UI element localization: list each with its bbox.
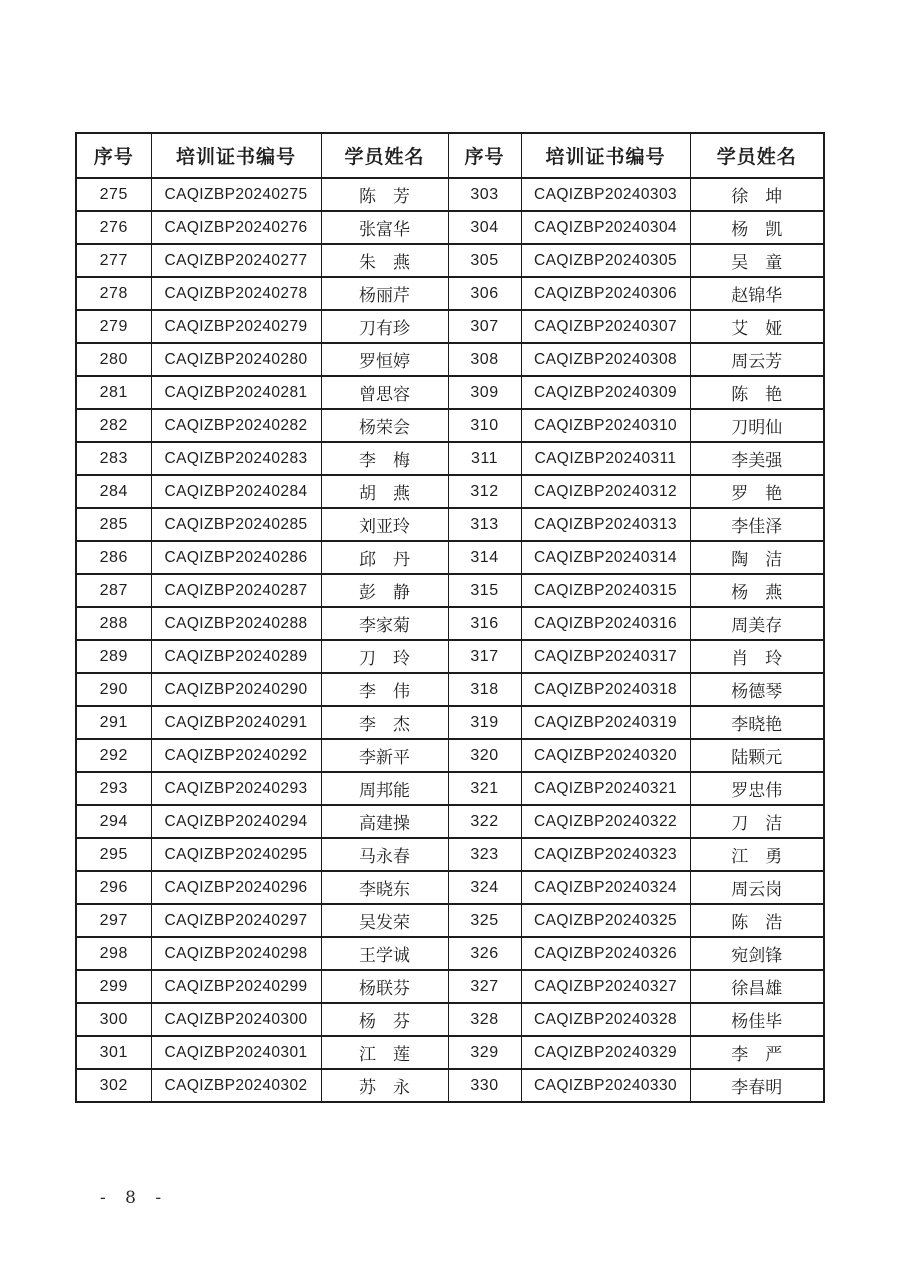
student-name-cell: 杨德琴 xyxy=(690,673,824,706)
serial-cell: 284 xyxy=(76,475,151,508)
serial-cell: 301 xyxy=(76,1036,151,1069)
student-name-cell: 李 杰 xyxy=(321,706,448,739)
serial-cell: 285 xyxy=(76,508,151,541)
table-row xyxy=(76,640,824,673)
serial-cell: 287 xyxy=(76,574,151,607)
certificate-number-cell: CAQIZBP20240318 xyxy=(521,673,690,706)
table-row xyxy=(76,574,824,607)
serial-cell: 295 xyxy=(76,838,151,871)
certificate-number-cell: CAQIZBP20240326 xyxy=(521,937,690,970)
certificate-number-cell: CAQIZBP20240285 xyxy=(151,508,321,541)
certificate-number-cell: CAQIZBP20240304 xyxy=(521,211,690,244)
serial-cell: 300 xyxy=(76,1003,151,1036)
serial-cell: 290 xyxy=(76,673,151,706)
serial-cell: 312 xyxy=(448,475,521,508)
table-row xyxy=(76,409,824,442)
certificate-number-cell: CAQIZBP20240312 xyxy=(521,475,690,508)
student-name-cell: 杨 燕 xyxy=(690,574,824,607)
serial-cell: 282 xyxy=(76,409,151,442)
student-name-cell: 杨 芬 xyxy=(321,1003,448,1036)
student-name-cell: 赵锦华 xyxy=(690,277,824,310)
serial-cell: 303 xyxy=(448,178,521,211)
serial-cell: 289 xyxy=(76,640,151,673)
student-name-cell: 刀明仙 xyxy=(690,409,824,442)
certificate-number-cell: CAQIZBP20240303 xyxy=(521,178,690,211)
table-row xyxy=(76,178,824,211)
student-name-cell: 刀有珍 xyxy=(321,310,448,343)
table-row xyxy=(76,310,824,343)
certificate-number-cell: CAQIZBP20240286 xyxy=(151,541,321,574)
certificate-number-cell: CAQIZBP20240301 xyxy=(151,1036,321,1069)
column-header-name-left: 学员姓名 xyxy=(321,133,448,178)
certificate-number-cell: CAQIZBP20240320 xyxy=(521,739,690,772)
certificate-number-cell: CAQIZBP20240307 xyxy=(521,310,690,343)
certificate-number-cell: CAQIZBP20240330 xyxy=(521,1069,690,1102)
serial-cell: 305 xyxy=(448,244,521,277)
certificate-number-cell: CAQIZBP20240313 xyxy=(521,508,690,541)
student-name-cell: 李晓东 xyxy=(321,871,448,904)
serial-cell: 292 xyxy=(76,739,151,772)
table-row xyxy=(76,805,824,838)
student-name-cell: 王学诚 xyxy=(321,937,448,970)
student-name-cell: 李 梅 xyxy=(321,442,448,475)
table-row xyxy=(76,343,824,376)
serial-cell: 280 xyxy=(76,343,151,376)
student-name-cell: 张富华 xyxy=(321,211,448,244)
certificate-number-cell: CAQIZBP20240297 xyxy=(151,904,321,937)
certificate-number-cell: CAQIZBP20240292 xyxy=(151,739,321,772)
certificate-number-cell: CAQIZBP20240275 xyxy=(151,178,321,211)
student-name-cell: 罗 艳 xyxy=(690,475,824,508)
serial-cell: 302 xyxy=(76,1069,151,1102)
certificate-number-cell: CAQIZBP20240310 xyxy=(521,409,690,442)
certificate-number-cell: CAQIZBP20240284 xyxy=(151,475,321,508)
certificate-number-cell: CAQIZBP20240311 xyxy=(521,442,690,475)
student-name-cell: 苏 永 xyxy=(321,1069,448,1102)
certificate-number-cell: CAQIZBP20240327 xyxy=(521,970,690,1003)
certificate-number-cell: CAQIZBP20240287 xyxy=(151,574,321,607)
student-name-cell: 曾思容 xyxy=(321,376,448,409)
student-name-cell: 李美强 xyxy=(690,442,824,475)
serial-cell: 315 xyxy=(448,574,521,607)
serial-cell: 286 xyxy=(76,541,151,574)
serial-cell: 319 xyxy=(448,706,521,739)
certificate-number-cell: CAQIZBP20240315 xyxy=(521,574,690,607)
certificate-number-cell: CAQIZBP20240276 xyxy=(151,211,321,244)
certificate-number-cell: CAQIZBP20240295 xyxy=(151,838,321,871)
certificate-number-cell: CAQIZBP20240294 xyxy=(151,805,321,838)
student-name-cell: 陈 浩 xyxy=(690,904,824,937)
certificate-number-cell: CAQIZBP20240314 xyxy=(521,541,690,574)
serial-cell: 325 xyxy=(448,904,521,937)
student-name-cell: 陶 洁 xyxy=(690,541,824,574)
serial-cell: 288 xyxy=(76,607,151,640)
student-name-cell: 陈 芳 xyxy=(321,178,448,211)
serial-cell: 316 xyxy=(448,607,521,640)
serial-cell: 321 xyxy=(448,772,521,805)
serial-cell: 279 xyxy=(76,310,151,343)
serial-cell: 275 xyxy=(76,178,151,211)
table-row xyxy=(76,1069,824,1102)
table-row xyxy=(76,1003,824,1036)
student-name-cell: 江 莲 xyxy=(321,1036,448,1069)
certificate-number-cell: CAQIZBP20240280 xyxy=(151,343,321,376)
serial-cell: 310 xyxy=(448,409,521,442)
table-row xyxy=(76,739,824,772)
certificate-number-cell: CAQIZBP20240317 xyxy=(521,640,690,673)
student-name-cell: 杨丽芹 xyxy=(321,277,448,310)
student-name-cell: 徐昌雄 xyxy=(690,970,824,1003)
serial-cell: 278 xyxy=(76,277,151,310)
table-header-row xyxy=(76,133,824,178)
certificate-number-cell: CAQIZBP20240329 xyxy=(521,1036,690,1069)
table-row xyxy=(76,673,824,706)
student-name-cell: 罗忠伟 xyxy=(690,772,824,805)
certificate-number-cell: CAQIZBP20240323 xyxy=(521,838,690,871)
table-row xyxy=(76,937,824,970)
student-name-cell: 胡 燕 xyxy=(321,475,448,508)
certificate-number-cell: CAQIZBP20240319 xyxy=(521,706,690,739)
certificate-number-cell: CAQIZBP20240293 xyxy=(151,772,321,805)
table-row xyxy=(76,211,824,244)
serial-cell: 298 xyxy=(76,937,151,970)
serial-cell: 313 xyxy=(448,508,521,541)
student-name-cell: 宛剑锋 xyxy=(690,937,824,970)
student-name-cell: 陈 艳 xyxy=(690,376,824,409)
certificate-number-cell: CAQIZBP20240328 xyxy=(521,1003,690,1036)
serial-cell: 306 xyxy=(448,277,521,310)
certificate-number-cell: CAQIZBP20240322 xyxy=(521,805,690,838)
serial-cell: 327 xyxy=(448,970,521,1003)
certificate-number-cell: CAQIZBP20240325 xyxy=(521,904,690,937)
student-name-cell: 李新平 xyxy=(321,739,448,772)
student-name-cell: 艾 娅 xyxy=(690,310,824,343)
certificate-number-cell: CAQIZBP20240290 xyxy=(151,673,321,706)
certificate-number-cell: CAQIZBP20240308 xyxy=(521,343,690,376)
serial-cell: 314 xyxy=(448,541,521,574)
student-name-cell: 刀 玲 xyxy=(321,640,448,673)
serial-cell: 276 xyxy=(76,211,151,244)
certificate-number-cell: CAQIZBP20240282 xyxy=(151,409,321,442)
serial-cell: 330 xyxy=(448,1069,521,1102)
serial-cell: 323 xyxy=(448,838,521,871)
table-row xyxy=(76,277,824,310)
table-row xyxy=(76,838,824,871)
serial-cell: 308 xyxy=(448,343,521,376)
certificate-roster-table xyxy=(75,132,825,1103)
column-header-serial-left: 序号 xyxy=(76,133,151,178)
table-row xyxy=(76,871,824,904)
student-name-cell: 朱 燕 xyxy=(321,244,448,277)
student-name-cell: 杨 凯 xyxy=(690,211,824,244)
student-name-cell: 吴发荣 xyxy=(321,904,448,937)
student-name-cell: 刀 洁 xyxy=(690,805,824,838)
certificate-number-cell: CAQIZBP20240321 xyxy=(521,772,690,805)
table-row xyxy=(76,607,824,640)
column-header-certificate-right: 培训证书编号 xyxy=(521,133,690,178)
certificate-number-cell: CAQIZBP20240302 xyxy=(151,1069,321,1102)
certificate-number-cell: CAQIZBP20240296 xyxy=(151,871,321,904)
serial-cell: 294 xyxy=(76,805,151,838)
table-row xyxy=(76,541,824,574)
table-row xyxy=(76,244,824,277)
serial-cell: 311 xyxy=(448,442,521,475)
certificate-number-cell: CAQIZBP20240299 xyxy=(151,970,321,1003)
certificate-number-cell: CAQIZBP20240288 xyxy=(151,607,321,640)
certificate-number-cell: CAQIZBP20240279 xyxy=(151,310,321,343)
student-name-cell: 彭 静 xyxy=(321,574,448,607)
column-header-name-right: 学员姓名 xyxy=(690,133,824,178)
student-name-cell: 马永春 xyxy=(321,838,448,871)
serial-cell: 309 xyxy=(448,376,521,409)
serial-cell: 326 xyxy=(448,937,521,970)
certificate-number-cell: CAQIZBP20240300 xyxy=(151,1003,321,1036)
certificate-number-cell: CAQIZBP20240324 xyxy=(521,871,690,904)
column-header-serial-right: 序号 xyxy=(448,133,521,178)
certificate-number-cell: CAQIZBP20240305 xyxy=(521,244,690,277)
serial-cell: 299 xyxy=(76,970,151,1003)
serial-cell: 317 xyxy=(448,640,521,673)
student-name-cell: 杨荣会 xyxy=(321,409,448,442)
table-row xyxy=(76,508,824,541)
serial-cell: 304 xyxy=(448,211,521,244)
serial-cell: 329 xyxy=(448,1036,521,1069)
serial-cell: 307 xyxy=(448,310,521,343)
student-name-cell: 李春明 xyxy=(690,1069,824,1102)
student-name-cell: 高建操 xyxy=(321,805,448,838)
certificate-number-cell: CAQIZBP20240298 xyxy=(151,937,321,970)
certificate-number-cell: CAQIZBP20240289 xyxy=(151,640,321,673)
student-name-cell: 李 伟 xyxy=(321,673,448,706)
serial-cell: 322 xyxy=(448,805,521,838)
student-name-cell: 陆颗元 xyxy=(690,739,824,772)
certificate-number-cell: CAQIZBP20240316 xyxy=(521,607,690,640)
student-name-cell: 周邦能 xyxy=(321,772,448,805)
serial-cell: 283 xyxy=(76,442,151,475)
student-name-cell: 李家菊 xyxy=(321,607,448,640)
student-name-cell: 杨联芬 xyxy=(321,970,448,1003)
certificate-number-cell: CAQIZBP20240277 xyxy=(151,244,321,277)
table-body xyxy=(76,178,824,1102)
serial-cell: 324 xyxy=(448,871,521,904)
student-name-cell: 肖 玲 xyxy=(690,640,824,673)
student-name-cell: 邱 丹 xyxy=(321,541,448,574)
table-row xyxy=(76,706,824,739)
serial-cell: 281 xyxy=(76,376,151,409)
certificate-number-cell: CAQIZBP20240291 xyxy=(151,706,321,739)
student-name-cell: 罗恒婷 xyxy=(321,343,448,376)
serial-cell: 328 xyxy=(448,1003,521,1036)
student-name-cell: 周云芳 xyxy=(690,343,824,376)
serial-cell: 296 xyxy=(76,871,151,904)
table-row xyxy=(76,904,824,937)
certificate-number-cell: CAQIZBP20240306 xyxy=(521,277,690,310)
student-name-cell: 李晓艳 xyxy=(690,706,824,739)
serial-cell: 291 xyxy=(76,706,151,739)
certificate-number-cell: CAQIZBP20240283 xyxy=(151,442,321,475)
student-name-cell: 杨佳毕 xyxy=(690,1003,824,1036)
student-name-cell: 吴 童 xyxy=(690,244,824,277)
table-row xyxy=(76,772,824,805)
table-row xyxy=(76,1036,824,1069)
student-name-cell: 周美存 xyxy=(690,607,824,640)
page-number: - 8 - xyxy=(100,1188,169,1208)
student-name-cell: 江 勇 xyxy=(690,838,824,871)
serial-cell: 318 xyxy=(448,673,521,706)
certificate-number-cell: CAQIZBP20240278 xyxy=(151,277,321,310)
serial-cell: 293 xyxy=(76,772,151,805)
certificate-number-cell: CAQIZBP20240281 xyxy=(151,376,321,409)
table-row xyxy=(76,475,824,508)
serial-cell: 277 xyxy=(76,244,151,277)
student-name-cell: 李 严 xyxy=(690,1036,824,1069)
student-name-cell: 周云岗 xyxy=(690,871,824,904)
student-name-cell: 刘亚玲 xyxy=(321,508,448,541)
table-row xyxy=(76,970,824,1003)
column-header-certificate-left: 培训证书编号 xyxy=(151,133,321,178)
student-name-cell: 李佳泽 xyxy=(690,508,824,541)
table-row xyxy=(76,376,824,409)
serial-cell: 297 xyxy=(76,904,151,937)
certificate-number-cell: CAQIZBP20240309 xyxy=(521,376,690,409)
student-name-cell: 徐 坤 xyxy=(690,178,824,211)
table-row xyxy=(76,442,824,475)
serial-cell: 320 xyxy=(448,739,521,772)
